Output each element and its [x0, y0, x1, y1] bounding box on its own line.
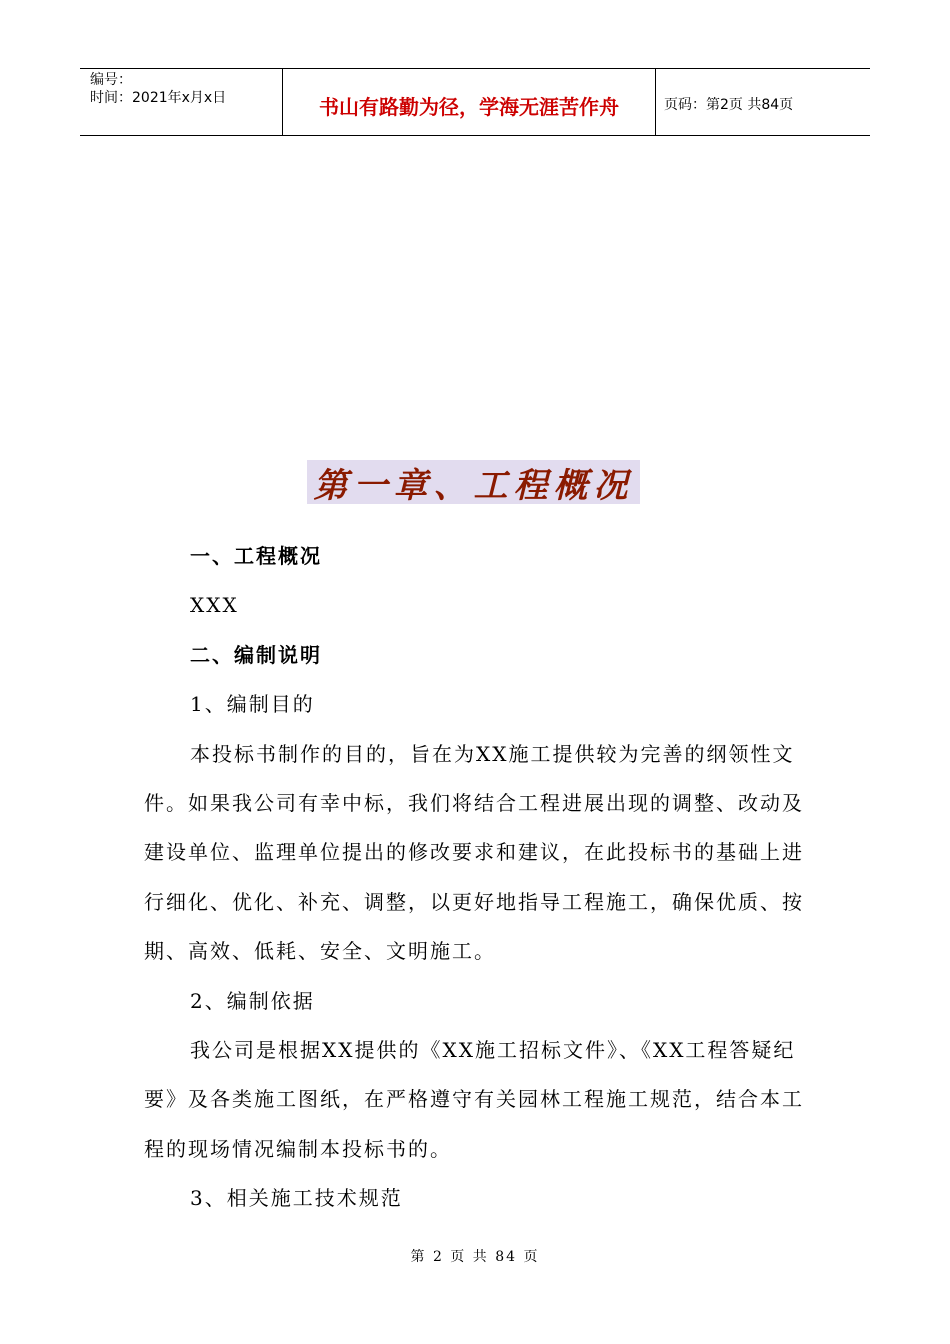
page-header [80, 68, 870, 136]
header-page-info: 页码：第2页 共84页 [664, 97, 794, 113]
document-body [144, 532, 814, 1224]
chapter-title: 第一章、工程概况 [307, 460, 640, 504]
time-label: 时间：2021年x月x日 [90, 90, 227, 106]
section-body: XXX [190, 593, 239, 618]
subsection-heading: 2、编制依据 [190, 988, 315, 1013]
paragraph: 我公司是根据XX提供的《XX施工招标文件》、《XX工程答疑纪要》及各类施工图纸，在严格遵守有关园林工程施工规范，结合本工程的现场情况编制本投标书的。 [144, 1038, 804, 1161]
subsection-heading: 3、相关施工技术规范 [190, 1186, 403, 1211]
section-heading: 一、工程概况 [190, 544, 322, 568]
header-meta [80, 69, 282, 135]
section-heading: 二、编制说明 [190, 642, 322, 667]
page-footer: 第 2 页 共 84 页 [410, 1249, 540, 1265]
paragraph: 本投标书制作的目的，旨在为XX施工提供较为完善的纲领性文件。如果我公司有幸中标，我们将结合工程进展出现的调整、改动及建设单位、监理单位提出的修改要求和建议，在此投标书的基础上进行细化、优化、补充、调整，以更好地指导工程施工，确保优质、按期、高效、低耗、安全、文明施工。 [144, 741, 804, 964]
header-motto: 书山有路勤为径，学海无涯苦作舟 [282, 69, 656, 135]
number-label: 编号： [90, 72, 132, 88]
subsection-heading: 1、编制目的 [190, 692, 315, 717]
